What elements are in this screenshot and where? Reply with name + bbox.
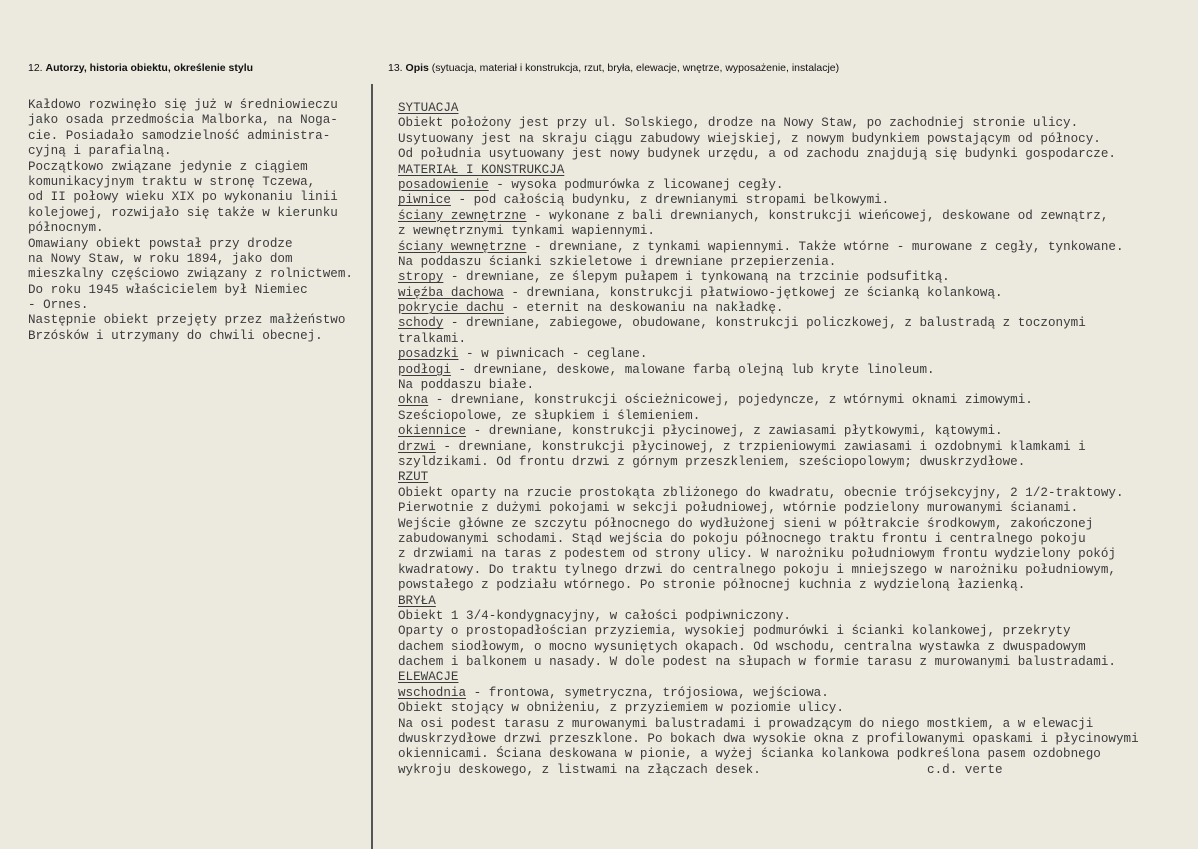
description-line — [398, 270, 1188, 285]
description-line — [398, 163, 1188, 178]
description-line — [398, 501, 1188, 516]
heading-term: piwnice — [398, 193, 451, 208]
description-line — [398, 624, 1188, 639]
line-text: - pod całością budynku, z drewnianymi stropami belkowymi. — [450, 193, 890, 208]
description-line — [398, 409, 1188, 424]
history-line: jako osada przedmościa Malborka, na Noga- — [28, 113, 338, 128]
description-line — [398, 686, 1188, 701]
description-line — [398, 178, 1188, 193]
line-text: - eternit na deskowaniu na nakładkę. — [503, 301, 784, 316]
description-line — [398, 747, 1188, 762]
description-line — [398, 116, 1188, 131]
heading-term: SYTUACJA — [398, 101, 459, 115]
description-line — [398, 240, 1188, 255]
heading-term: posadowienie — [398, 177, 489, 192]
line-text: zabudowanymi schodami. Stąd wejścia do pokoju północnego traktu frontu i centralnego pokoju — [398, 531, 1086, 546]
line-text: Sześciopolowe, ze słupkiem i ślemieniem. — [398, 408, 701, 423]
description-line — [398, 424, 1188, 439]
description-line — [398, 732, 1188, 747]
description-line — [398, 609, 1188, 624]
line-text: okiennicami. Ściana deskowana w pionie, a wyżej ścianka kolankowa podkreślona pasem ozdobnego — [398, 747, 1101, 762]
heading-term: ściany zewnętrzne — [398, 208, 527, 223]
description-line — [398, 594, 1188, 609]
line-text: kwadratowy. Do traktu tylnego drzwi do centralnego pokoju i mniejszego w narożniku południowym, — [398, 562, 1116, 577]
description-line — [398, 209, 1188, 224]
heading-term: ściany wewnętrzne — [398, 239, 527, 254]
description-line — [398, 363, 1188, 378]
line-text: - drewniane, z tynkami wapiennymi. Także wtórne - murowane z cegły, tynkowane. — [526, 239, 1124, 254]
history-line: na Nowy Staw, w roku 1894, jako dom — [28, 251, 293, 266]
description-line — [398, 440, 1188, 455]
line-text: powstałego z podziału wtórnego. Po stronie północnej kuchnia z wydzieloną łazienką. — [398, 578, 1026, 593]
line-text: - drewniane, konstrukcji płycinowej, z zawiasami płytkowymi, kątowymi. — [466, 424, 1003, 439]
history-line: mieszkalny częściowo związany z rolnictwem. — [28, 267, 353, 282]
section-12-number: 12. — [28, 62, 43, 74]
line-text: - frontowa, symetryczna, trójosiowa, wejściowa. — [466, 685, 829, 700]
heading-term: okna — [398, 393, 429, 408]
description-line — [398, 316, 1188, 331]
section-13-header — [388, 62, 839, 74]
line-text: - drewniana, konstrukcji płatwiowo-jętkowej ze ścianką kolankową. — [503, 285, 1003, 300]
line-text: - wykonane z bali drewnianych, konstrukcji wieńcowej, deskowane od zewnątrz, — [526, 208, 1109, 223]
line-text: z wewnętrznymi tynkami wapiennymi. — [398, 224, 655, 239]
line-text: dwuskrzydłowe drzwi przeszklone. Po bokach dwa wysokie okna z profilowanymi opaskami i płycinowymi — [398, 732, 1139, 747]
line-text: Wejście główne ze szczytu północnego do wydłużonej sieni w półtrakcie środkowym, zakończonej — [398, 516, 1094, 531]
line-text: Usytuowany jest na skraju ciągu zabudowy wiejskiej, z nowym budynkiem powstającym od północy. — [398, 131, 1101, 146]
history-line: od II połowy wieku XIX po wykonaniu linii — [28, 190, 338, 205]
heading-term: posadzki — [398, 347, 459, 362]
history-line: cyjną i parafialną. — [28, 144, 172, 159]
line-text: - drewniane, ze ślepym pułapem i tynkowaną na trzcinie podsufitką. — [443, 270, 950, 285]
description-line — [398, 255, 1188, 270]
description-line — [398, 301, 1188, 316]
description-line — [398, 640, 1188, 655]
line-text: Pierwotnie z dużymi pokojami w sekcji południowej, wtórnie podzielony murowanymi ścianami. — [398, 501, 1079, 516]
heading-term: podłogi — [398, 362, 451, 377]
description-line — [398, 393, 1188, 408]
history-line: cie. Posiadało samodzielność administra- — [28, 128, 331, 143]
history-line: północnym. — [28, 221, 104, 236]
line-text: tralkami. — [398, 331, 467, 346]
history-line: Początkowo związane jedynie z ciągiem — [28, 159, 308, 174]
line-text: - drewniane, konstrukcji ościeżnicowej, pojedyncze, z wtórnymi oknami zimowymi. — [428, 393, 1033, 408]
line-text: wykroju deskowego, z listwami na złączach desek. c.d. verte — [398, 762, 1003, 777]
heading-term: pokrycie dachu — [398, 301, 504, 316]
line-text: dachem i balkonem u nasady. W dole podest na słupach w formie tarasu z murowanymi balustradami. — [398, 655, 1116, 670]
heading-term: okiennice — [398, 424, 467, 439]
description-line — [398, 486, 1188, 501]
history-line: kolejowej, rozwijało się także w kierunku — [28, 205, 338, 220]
heading-term: schody — [398, 316, 444, 331]
description-line — [398, 132, 1188, 147]
description-line — [398, 655, 1188, 670]
description-line — [398, 378, 1188, 393]
section-13-subtitle: (sytuacja, materiał i konstrukcja, rzut, bryła, elewacje, wnętrze, wyposażenie, instalacje) — [428, 62, 840, 74]
heading-term: stropy — [398, 270, 444, 285]
section-13-title: Opis — [405, 62, 429, 74]
line-text: Na poddaszu białe. — [398, 378, 535, 393]
history-line: - Ornes. — [28, 298, 89, 313]
history-text — [28, 98, 363, 344]
column-divider — [371, 84, 373, 849]
description-line — [398, 455, 1188, 470]
line-text: Obiekt oparty na rzucie prostokąta zbliżonego do kwadratu, obecnie trójsekcyjny, 2 1/2-traktowy. — [398, 485, 1124, 500]
description-line — [398, 347, 1188, 362]
line-text: dachem siodłowym, o mocno wysuniętych okapach. Od wschodu, centralna wystawka z dwuspadowym — [398, 639, 1086, 654]
section-12-header — [28, 62, 253, 74]
description-line — [398, 193, 1188, 208]
section-13-number: 13. — [388, 62, 403, 74]
description-line — [398, 563, 1188, 578]
line-text: - drewniane, deskowe, malowane farbą olejną lub kryte linoleum. — [450, 362, 935, 377]
line-text: z drzwiami na taras z podestem od strony ulicy. W narożniku południowym frontu wydzielony pokój — [398, 547, 1116, 562]
history-line: komunikacyjnym traktu w stronę Tczewa, — [28, 174, 316, 189]
history-line: Brzósków i utrzymany do chwili obecnej. — [28, 328, 323, 343]
line-text: - drewniane, zabiegowe, obudowane, konstrukcji policzkowej, z balustradą z toczonymi — [443, 316, 1086, 331]
description-line — [398, 101, 1188, 116]
heading-term: drzwi — [398, 439, 436, 454]
history-line: Omawiany obiekt powstał przy drodze — [28, 236, 293, 251]
line-text: Na osi podest tarasu z murowanymi balustradami i prowadzącym do niego mostkiem, a w elewacji — [398, 716, 1094, 731]
line-text: - wysoka podmurówka z licowanej cegły. — [488, 177, 784, 192]
description-line — [398, 763, 1188, 778]
line-text: Oparty o prostopadłościan przyziemia, wysokiej podmurówki i ścianki kolankowej, przekryty — [398, 624, 1071, 639]
description-line — [398, 701, 1188, 716]
line-text: Na poddaszu ścianki szkieletowe i drewniane przepierzenia. — [398, 254, 837, 269]
heading-term: RZUT — [398, 470, 429, 485]
history-line: Następnie obiekt przejęty przez małżeństwo — [28, 313, 346, 328]
line-text: - drewniane, konstrukcji płycinowej, z trzpieniowymi zawiasami i ozdobnymi klamkami i — [435, 439, 1086, 454]
description-line — [398, 332, 1188, 347]
description-line — [398, 578, 1188, 593]
description-line — [398, 470, 1188, 485]
history-line: Kałdowo rozwinęło się już w średniowieczu — [28, 98, 338, 112]
heading-term: MATERIAŁ I KONSTRUKCJA — [398, 162, 565, 177]
line-text: - w piwnicach - ceglane. — [458, 347, 648, 362]
description-text — [398, 101, 1188, 778]
section-12-title: Autorzy, historia obiektu, określenie stylu — [45, 62, 254, 74]
heading-term: wschodnia — [398, 685, 467, 700]
line-text: Od południa usytuowany jest nowy budynek urzędu, a od zachodu znajdują się budynki gospodarcze. — [398, 147, 1116, 162]
line-text: szyldzikami. Od frontu drzwi z górnym przeszkleniem, sześciopolowym; dwuskrzydłowe. — [398, 454, 1026, 469]
history-line: Do roku 1945 właścicielem był Niemiec — [28, 282, 308, 297]
description-line — [398, 224, 1188, 239]
description-line — [398, 147, 1188, 162]
description-line — [398, 547, 1188, 562]
line-text: Obiekt 1 3/4-kondygnacyjny, w całości podpiwniczony. — [398, 608, 791, 623]
line-text: Obiekt stojący w obniżeniu, z przyziemiem w poziomie ulicy. — [398, 701, 844, 716]
heading-term: ELEWACJE — [398, 670, 459, 685]
description-line — [398, 517, 1188, 532]
description-line — [398, 286, 1188, 301]
description-line — [398, 717, 1188, 732]
description-line — [398, 532, 1188, 547]
line-text: Obiekt położony jest przy ul. Solskiego, drodze na Nowy Staw, po zachodniej stronie ulicy. — [398, 116, 1079, 131]
description-line — [398, 670, 1188, 685]
heading-term: więźba dachowa — [398, 285, 504, 300]
heading-term: BRYŁA — [398, 593, 436, 608]
